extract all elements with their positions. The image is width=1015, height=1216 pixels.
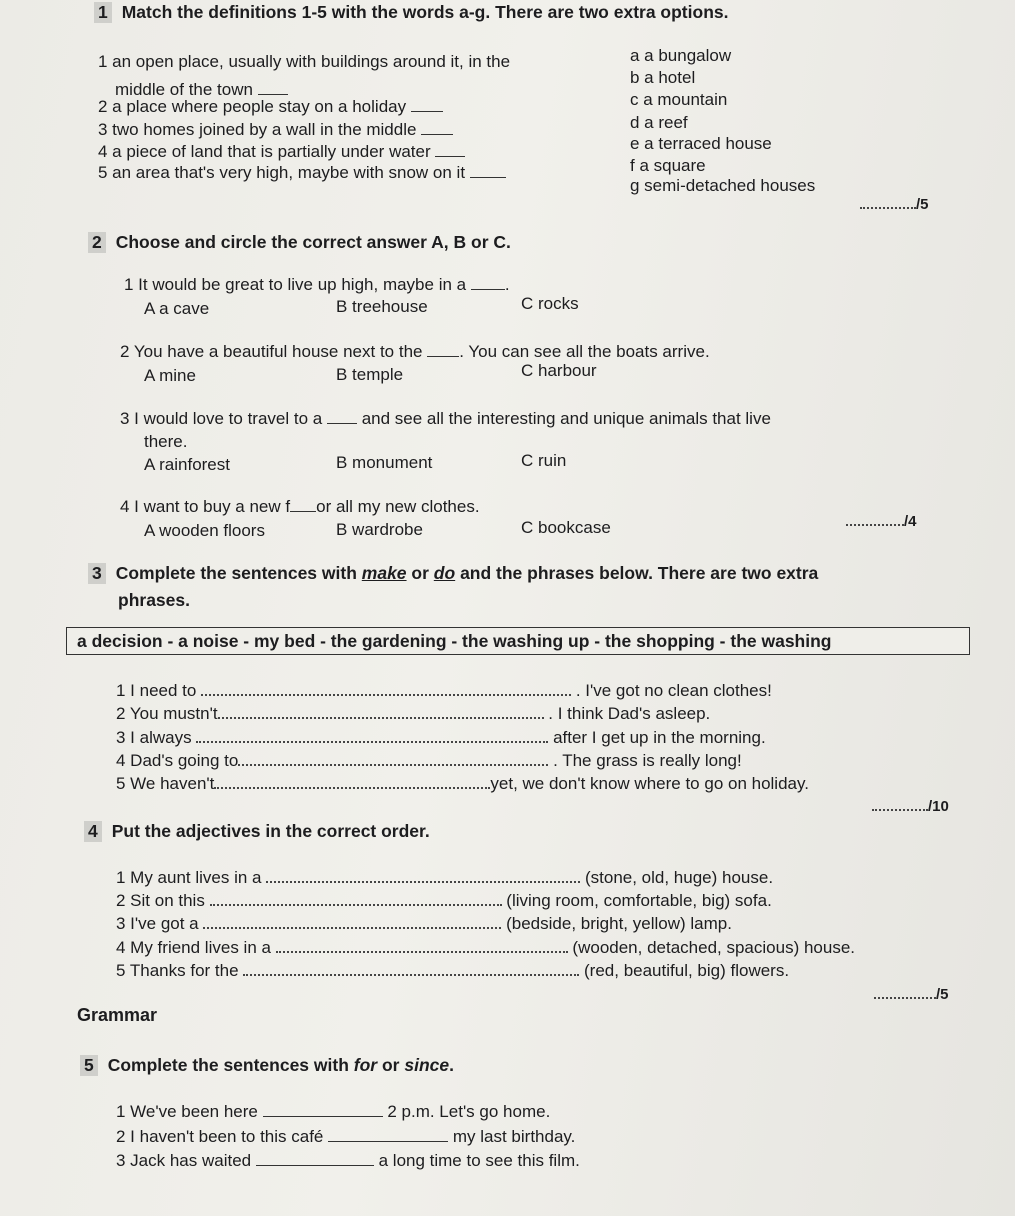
ex2-score: /4 xyxy=(846,513,917,530)
ex3-sentence-1: 1 I need to . I've got no clean clothes! xyxy=(116,681,772,700)
ex1-answer-blank-3[interactable] xyxy=(421,133,453,135)
ex1-heading xyxy=(94,2,728,23)
ex3-blank-5[interactable] xyxy=(214,787,490,789)
ex4-blank-1[interactable] xyxy=(266,881,580,883)
ex2-q1-stem: 1 It would be great to live up high, maybe in a . xyxy=(124,275,510,294)
grammar-title: Grammar xyxy=(77,1005,158,1025)
ex2-q4-blank[interactable] xyxy=(290,510,316,512)
ex5-heading: 5 Complete the sentences with for or since. xyxy=(80,1055,454,1076)
ex2-number: 2 xyxy=(88,232,106,253)
ex4-number: 4 xyxy=(84,821,102,842)
ex1-answer-blank-4[interactable] xyxy=(435,155,465,157)
ex4-sentence-4: 4 My friend lives in a (wooden, detached, spacious) house. xyxy=(116,938,855,957)
ex5-sentence-2: 2 I haven't been to this café my last birthday. xyxy=(116,1127,576,1146)
ex3-sentence-3: 3 I always after I get up in the morning. xyxy=(116,728,766,747)
ex2-q3-option-c[interactable]: C ruin xyxy=(521,451,567,470)
ex2-q3-stem: 3 I would love to travel to a and see all the interesting and unique animals that live xyxy=(120,409,771,428)
ex2-score-blank[interactable] xyxy=(846,524,904,526)
ex4-score-blank[interactable] xyxy=(874,997,936,999)
ex1-number: 1 xyxy=(94,2,112,23)
ex4-sentence-1: 1 My aunt lives in a (stone, old, huge) house. xyxy=(116,868,774,887)
ex2-q3-option-b[interactable]: B monument xyxy=(336,453,433,472)
ex1-instruction: Match the definitions 1-5 with the words a-g. There are two extra options. xyxy=(121,2,729,22)
ex3-score: /10 xyxy=(872,798,949,815)
ex1-score: /5 xyxy=(860,196,929,213)
ex2-q3-stem-cont: there. xyxy=(144,432,188,451)
ex2-q3-blank[interactable] xyxy=(327,422,357,424)
ex3-blank-2[interactable] xyxy=(218,717,544,719)
ex2-q4-stem: 4 I want to buy a new f or all my new clothes. xyxy=(120,497,480,516)
ex1-def-3: 3 two homes joined by a wall in the middle xyxy=(98,120,453,140)
ex3-sentence-2: 2 You mustn't . I think Dad's asleep. xyxy=(116,704,711,723)
ex5-blank-2[interactable] xyxy=(328,1140,448,1142)
ex4-sentence-3: 3 I've got a (bedside, bright, yellow) lamp. xyxy=(116,914,732,933)
ex4-blank-4[interactable] xyxy=(276,951,568,953)
ex3-phrases: a decision - a noise - my bed - the gardening - the washing up - the shopping - the washing xyxy=(77,631,832,651)
ex5-blank-3[interactable] xyxy=(256,1164,374,1166)
ex1-option-f: f a square xyxy=(630,156,706,175)
ex4-instruction: Put the adjectives in the correct order. xyxy=(111,821,430,841)
ex4-blank-3[interactable] xyxy=(203,927,501,929)
ex2-q2-blank[interactable] xyxy=(427,355,459,357)
ex2-q2-option-b[interactable]: B temple xyxy=(336,365,404,384)
ex2-instruction: Choose and circle the correct answer A, B or C. xyxy=(115,232,511,252)
ex4-blank-2[interactable] xyxy=(210,904,502,906)
ex1-option-a: a a bungalow xyxy=(630,46,732,65)
ex2-q4-option-a[interactable]: A wooden floors xyxy=(144,521,265,540)
ex5-sentence-3: 3 Jack has waited a long time to see this film. xyxy=(116,1151,580,1170)
ex1-def-1: 1 an open place, usually with buildings around it, in the xyxy=(98,52,511,71)
ex3-sentence-5: 5 We haven't yet, we don't know where to go on holiday. xyxy=(116,774,809,793)
ex1-option-b: b a hotel xyxy=(630,68,696,87)
ex3-sentence-4: 4 Dad's going to . The grass is really long! xyxy=(116,751,742,770)
ex4-sentence-5: 5 Thanks for the (red, beautiful, big) flowers. xyxy=(116,961,790,980)
ex1-option-c: c a mountain xyxy=(630,90,728,109)
ex2-q1-blank[interactable] xyxy=(471,288,505,290)
ex3-blank-4[interactable] xyxy=(238,764,548,766)
ex2-q1-option-c[interactable]: C rocks xyxy=(521,294,579,313)
ex2-heading xyxy=(88,232,511,253)
ex2-q4-option-b[interactable]: B wardrobe xyxy=(336,520,423,539)
ex1-answer-blank-5[interactable] xyxy=(470,176,506,178)
ex1-def-2: 2 a place where people stay on a holiday xyxy=(98,97,443,117)
ex1-def-4: 4 a piece of land that is partially under water xyxy=(98,142,465,162)
ex2-q2-stem: 2 You have a beautiful house next to the . You can see all the boats arrive. xyxy=(120,342,710,361)
ex1-def-5: 5 an area that's very high, maybe with snow on it xyxy=(98,163,506,183)
ex4-sentence-2: 2 Sit on this (living room, comfortable, big) sofa. xyxy=(116,891,772,910)
ex2-q1-option-b[interactable]: B treehouse xyxy=(336,297,428,316)
ex3-phrase-box xyxy=(66,627,970,655)
ex5-blank-1[interactable] xyxy=(263,1115,383,1117)
ex1-option-e: e a terraced house xyxy=(630,134,772,153)
ex2-q2-option-a[interactable]: A mine xyxy=(144,366,196,385)
ex3-blank-3[interactable] xyxy=(196,741,548,743)
ex1-option-d: d a reef xyxy=(630,113,688,132)
ex5-sentence-1: 1 We've been here 2 p.m. Let's go home. xyxy=(116,1102,551,1121)
ex1-def-1-cont: middle of the town xyxy=(115,80,288,100)
ex3-blank-1[interactable] xyxy=(201,694,571,696)
ex4-score: /5 xyxy=(874,986,949,1003)
ex3-instruction-cont: phrases. xyxy=(118,590,190,610)
ex3-score-blank[interactable] xyxy=(872,809,928,811)
ex2-q3-option-a[interactable]: A rainforest xyxy=(144,455,230,474)
ex1-answer-blank-1[interactable] xyxy=(258,93,288,95)
ex3-heading: 3 Complete the sentences with make or do and the phrases below. There are two extra xyxy=(88,563,818,584)
ex3-number: 3 xyxy=(88,563,106,584)
ex1-answer-blank-2[interactable] xyxy=(411,110,443,112)
ex1-option-g: g semi-detached houses xyxy=(630,176,816,195)
ex1-score-blank[interactable] xyxy=(860,207,916,209)
ex5-number: 5 xyxy=(80,1055,98,1076)
ex2-q1-option-a[interactable]: A a cave xyxy=(144,299,210,318)
ex2-q2-option-c[interactable]: C harbour xyxy=(521,361,597,380)
ex2-q4-option-c[interactable]: C bookcase xyxy=(521,518,611,537)
ex4-blank-5[interactable] xyxy=(243,974,579,976)
ex4-heading xyxy=(84,821,430,842)
